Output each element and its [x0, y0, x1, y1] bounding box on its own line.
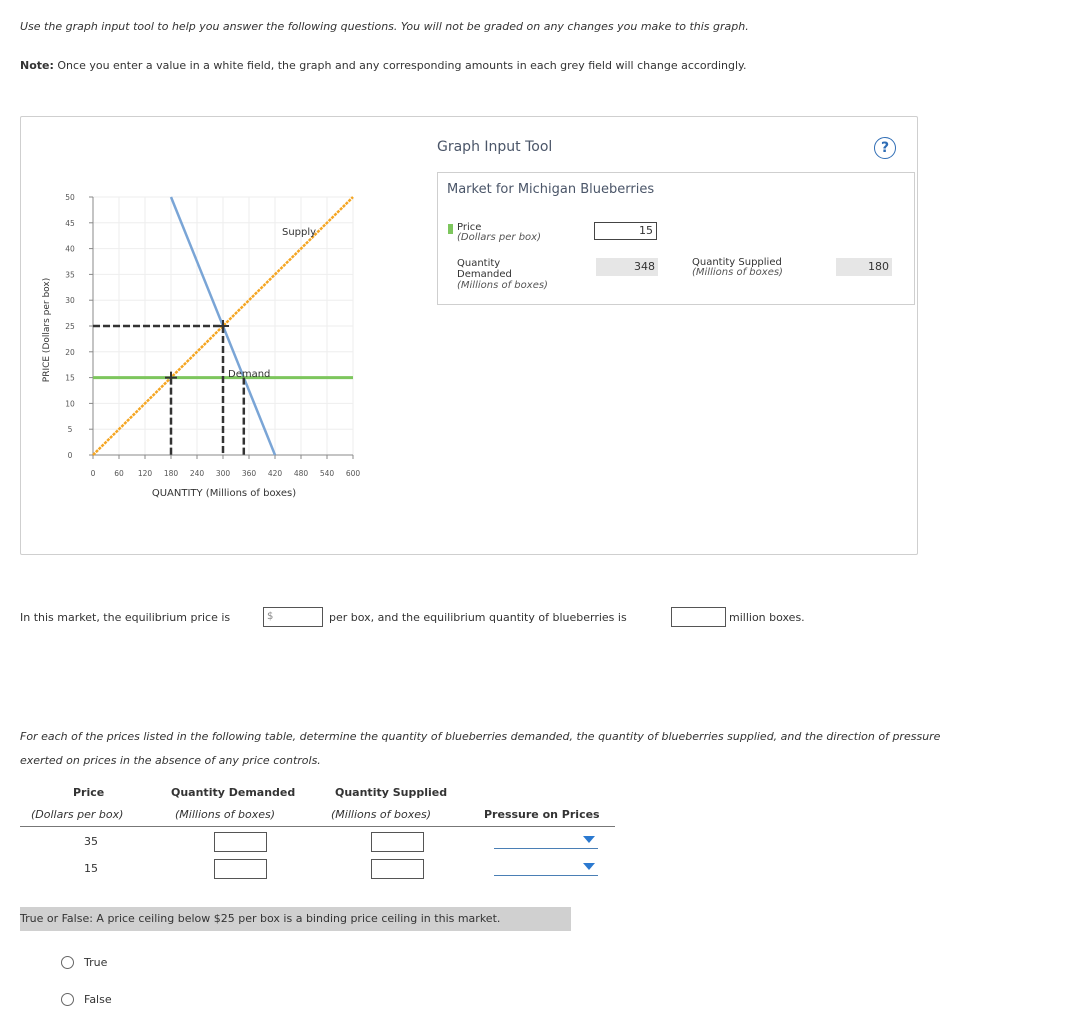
y-tick-label: 0	[67, 451, 73, 460]
chevron-down-icon	[583, 863, 595, 870]
quantity-supplied-value: 180	[836, 258, 892, 276]
x-tick-label: 120	[137, 469, 153, 478]
quantity-demanded-label-1: Quantity	[457, 258, 501, 269]
qs-input-15[interactable]	[371, 859, 424, 879]
x-tick-label: 0	[90, 469, 96, 478]
y-tick-label: 45	[65, 218, 75, 228]
y-axis-label: PRICE (Dollars per box)	[42, 277, 52, 383]
price-input[interactable]: 15	[594, 222, 657, 240]
y-tick-label: 40	[65, 244, 75, 254]
y-tick-label: 50	[65, 193, 75, 202]
labels	[228, 227, 316, 380]
dollar-sign: $	[267, 611, 274, 622]
true-false-question: True or False: A price ceiling below $25 per box is a binding price ceiling in this market.	[20, 907, 571, 931]
x-tick-label: 360	[241, 469, 257, 478]
quantity-demanded-value: 348	[596, 258, 658, 276]
qd-input-35[interactable]	[214, 832, 267, 852]
y-tick-label: 25	[65, 322, 75, 331]
th-qd-unit: (Millions of boxes)	[175, 808, 276, 821]
note-body: Once you enter a value in a white field, the graph and any corresponding amounts in each grey field will change accordingly.	[53, 59, 747, 72]
guides	[93, 320, 244, 455]
radio-true-label: True	[84, 956, 108, 969]
equilibrium-price-input[interactable]	[263, 607, 323, 627]
x-tick-label: 180	[163, 469, 179, 478]
supply-demand-chart[interactable]	[20, 176, 420, 506]
q1-before: In this market, the equilibrium price is	[20, 611, 231, 624]
y-tick-label: 30	[65, 296, 75, 306]
pressure-dropdown-35[interactable]	[494, 831, 598, 849]
radio-true[interactable]	[61, 956, 74, 969]
x-tick-label: 480	[293, 469, 309, 478]
x-axis-label: QUANTITY (Millions of boxes)	[151, 488, 297, 499]
th-qs-unit: (Millions of boxes)	[331, 808, 432, 821]
x-tick-label: 420	[267, 469, 283, 478]
graph-input-tool-title: Graph Input Tool	[437, 139, 553, 155]
th-qd: Quantity Demanded	[171, 786, 296, 799]
qd-input-15[interactable]	[214, 859, 267, 879]
th-price-unit: (Dollars per box)	[31, 808, 124, 821]
price-label: Price	[457, 222, 482, 233]
equilibrium-quantity-input[interactable]	[671, 607, 726, 627]
quantity-supplied-unit: (Millions of boxes)	[692, 267, 783, 278]
y-tick-label: 20	[65, 347, 75, 357]
y-tick-label: 5	[67, 425, 73, 435]
x-tick-label: 540	[319, 469, 335, 478]
qs-input-35[interactable]	[371, 832, 424, 852]
x-tick-label: 60	[114, 469, 124, 478]
row-price-35: 35	[84, 835, 98, 848]
x-tick-label: 240	[189, 469, 205, 478]
th-price: Price	[73, 786, 105, 799]
radio-false-label: False	[84, 993, 112, 1006]
x-tick-label: 600	[345, 469, 361, 478]
quantity-demanded-unit: (Millions of boxes)	[457, 280, 548, 291]
help-icon[interactable]: ?	[874, 137, 896, 159]
table-header-rule	[20, 826, 615, 827]
radio-false[interactable]	[61, 993, 74, 1006]
row-price-15: 15	[84, 862, 98, 875]
demand-label: Demand	[228, 369, 271, 380]
y-tick-label: 15	[65, 373, 75, 383]
y-tick-label: 35	[65, 270, 75, 280]
th-qs: Quantity Supplied	[335, 786, 448, 799]
q1-middle: per box, and the equilibrium quantity of blueberries is	[329, 611, 627, 624]
note-text	[20, 59, 746, 72]
pressure-dropdown-15[interactable]	[494, 858, 598, 876]
quantity-demanded-label-2: Demanded	[457, 269, 512, 280]
note-label: Note:	[20, 59, 54, 72]
equilibrium-question	[20, 611, 230, 624]
instructions-text: Use the graph input tool to help you answer the following questions. You will not be graded on any changes you make to this graph.	[20, 20, 749, 33]
q1-after: million boxes.	[729, 611, 805, 624]
quantity-supplied-label: Quantity Supplied	[692, 257, 782, 268]
x-tick-label: 300	[215, 469, 231, 478]
table-instructions: For each of the prices listed in the following table, determine the quantity of blueberries demanded, the quantity of blueberries supplied, and the direction of pressure exerted on prices in the absence of any price controls.	[20, 730, 941, 767]
price-unit: (Dollars per box)	[457, 232, 541, 243]
supply-label: Supply	[282, 227, 317, 238]
price-color-swatch	[448, 224, 453, 234]
chevron-down-icon	[583, 836, 595, 843]
market-title: Market for Michigan Blueberries	[447, 182, 655, 197]
supplied-marker	[165, 372, 177, 384]
y-tick-label: 10	[65, 399, 75, 409]
th-pressure: Pressure on Prices	[484, 808, 600, 821]
